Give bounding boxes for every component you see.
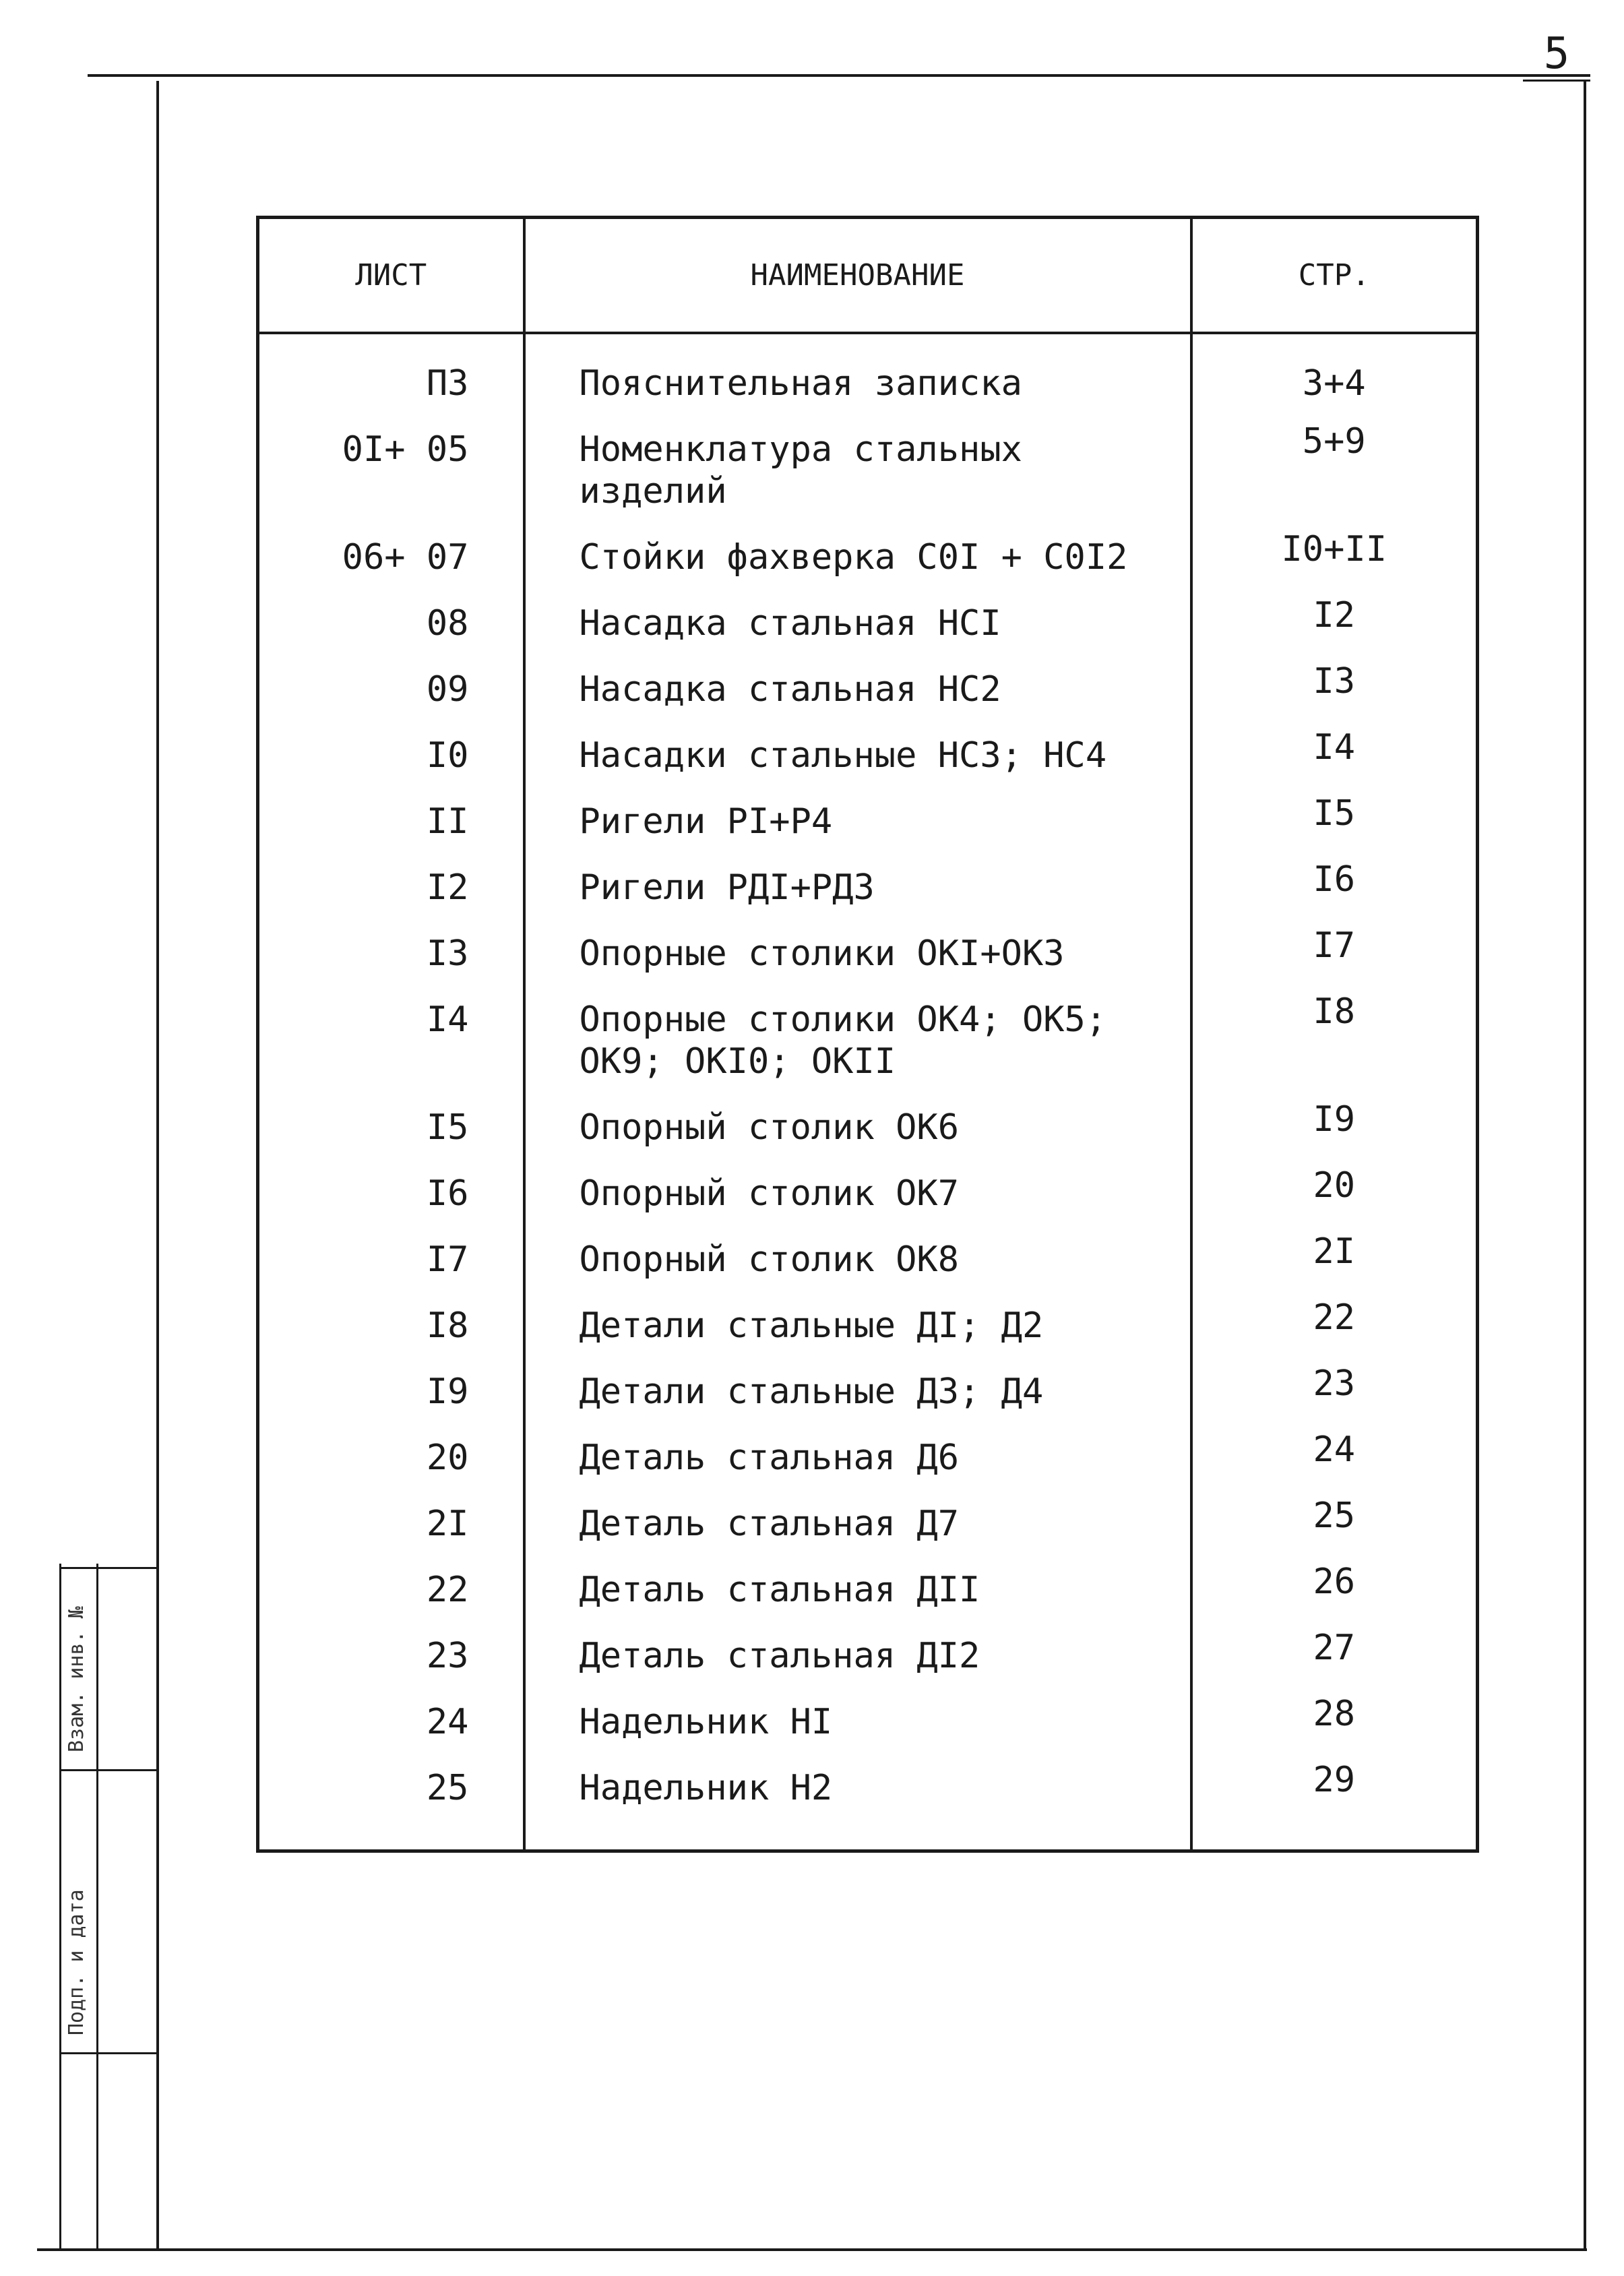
page-cell: I6 bbox=[1191, 855, 1478, 921]
table-row bbox=[258, 1425, 1478, 1491]
name-cell: Пояснительная записка bbox=[524, 333, 1191, 417]
stamp-outer-line bbox=[59, 1564, 61, 2251]
name-cell: Деталь стальная ДI2 bbox=[524, 1623, 1191, 1689]
page-cell: 23 bbox=[1191, 1359, 1478, 1425]
table-row bbox=[258, 1557, 1478, 1623]
sheet-cell: 25 bbox=[258, 1755, 524, 1851]
sheet-cell: 24 bbox=[258, 1689, 524, 1755]
page-cell: I4 bbox=[1191, 722, 1478, 789]
sheet-cell: I8 bbox=[258, 1293, 524, 1359]
top-border-line bbox=[88, 74, 1590, 77]
name-cell: Деталь стальная Д7 bbox=[524, 1491, 1191, 1557]
sheet-cell: I9 bbox=[258, 1359, 524, 1425]
name-cell: Стойки фахверка С0I + С0I2 bbox=[524, 524, 1191, 590]
page-cell: I2 bbox=[1191, 590, 1478, 656]
sheet-cell: I5 bbox=[258, 1095, 524, 1161]
table-row bbox=[258, 1359, 1478, 1425]
table-row bbox=[258, 1293, 1478, 1359]
sheet-cell: 2I bbox=[258, 1491, 524, 1557]
page-cell: 28 bbox=[1191, 1689, 1478, 1755]
table-row bbox=[258, 722, 1478, 789]
sheet-cell: 08 bbox=[258, 590, 524, 656]
sheet-cell: I6 bbox=[258, 1161, 524, 1227]
name-cell: Насадка стальная НС2 bbox=[524, 656, 1191, 722]
table-row bbox=[258, 524, 1478, 590]
sheet-cell: 06+ 07 bbox=[258, 524, 524, 590]
name-cell: Ригели РI+Р4 bbox=[524, 789, 1191, 855]
page-cell: 27 bbox=[1191, 1623, 1478, 1689]
table-row bbox=[258, 1491, 1478, 1557]
table-row bbox=[258, 1623, 1478, 1689]
sheet-cell: I2 bbox=[258, 855, 524, 921]
page-cell: I8 bbox=[1191, 987, 1478, 1095]
table-row bbox=[258, 1227, 1478, 1293]
page-cell: 3+4 bbox=[1191, 333, 1478, 417]
table-row bbox=[258, 921, 1478, 987]
header-name: НАИМЕНОВАНИЕ bbox=[524, 218, 1191, 334]
page-cell: 29 bbox=[1191, 1755, 1478, 1851]
sheet-cell: I7 bbox=[258, 1227, 524, 1293]
page-cell: I3 bbox=[1191, 656, 1478, 722]
name-cell: Опорный столик ОК7 bbox=[524, 1161, 1191, 1227]
sheet-cell: 23 bbox=[258, 1623, 524, 1689]
page-cell: 5+9 bbox=[1191, 417, 1478, 524]
name-cell: Детали стальные Д3; Д4 bbox=[524, 1359, 1191, 1425]
sheet-cell: I3 bbox=[258, 921, 524, 987]
stamp-divider-1 bbox=[59, 1769, 157, 1771]
table-row bbox=[258, 417, 1478, 524]
sheet-cell: 09 bbox=[258, 656, 524, 722]
page-cell: I7 bbox=[1191, 921, 1478, 987]
sheet-cell: I4 bbox=[258, 987, 524, 1095]
page-cell: 25 bbox=[1191, 1491, 1478, 1557]
table-row bbox=[258, 1161, 1478, 1227]
sheet-cell: II bbox=[258, 789, 524, 855]
sheet-cell: 0I+ 05 bbox=[258, 417, 524, 524]
page-cell: 2I bbox=[1191, 1227, 1478, 1293]
name-cell: Насадка стальная НСI bbox=[524, 590, 1191, 656]
table-header-row bbox=[258, 218, 1478, 334]
page-cell: I9 bbox=[1191, 1095, 1478, 1161]
sheet-cell: 20 bbox=[258, 1425, 524, 1491]
page-cell: 24 bbox=[1191, 1425, 1478, 1491]
name-cell: Надельник НI bbox=[524, 1689, 1191, 1755]
header-page: СТР. bbox=[1191, 218, 1478, 334]
name-cell: Насадки стальные НС3; НС4 bbox=[524, 722, 1191, 789]
right-frame-line bbox=[1584, 81, 1586, 2250]
stamp-inner-line bbox=[96, 1564, 98, 2251]
name-cell: Номенклатура стальных изделий bbox=[524, 417, 1191, 524]
name-cell: Деталь стальная Д6 bbox=[524, 1425, 1191, 1491]
stamp-divider-2 bbox=[59, 2052, 157, 2054]
page-cell: 22 bbox=[1191, 1293, 1478, 1359]
table-row bbox=[258, 1755, 1478, 1851]
stamp-label-inventory: Взам. инв. № bbox=[65, 1606, 88, 1752]
sheet-cell: I0 bbox=[258, 722, 524, 789]
sheet-cell: 22 bbox=[258, 1557, 524, 1623]
page-cell: 26 bbox=[1191, 1557, 1478, 1623]
sheet-cell: ПЗ bbox=[258, 333, 524, 417]
stamp-label-sign-date: Подп. и дата bbox=[65, 1889, 88, 2035]
stamp-top-line bbox=[59, 1567, 157, 1569]
table-row bbox=[258, 656, 1478, 722]
table-row bbox=[258, 590, 1478, 656]
page-cell: I0+II bbox=[1191, 524, 1478, 590]
name-cell: Опорные столики ОК4; ОК5; ОК9; ОКI0; ОКII bbox=[524, 987, 1191, 1095]
page-cell: 20 bbox=[1191, 1161, 1478, 1227]
table-row bbox=[258, 1095, 1478, 1161]
name-cell: Ригели РДI+РД3 bbox=[524, 855, 1191, 921]
bottom-frame-line bbox=[37, 2248, 1587, 2251]
header-sheet: ЛИСТ bbox=[258, 218, 524, 334]
table-row bbox=[258, 789, 1478, 855]
contents-table bbox=[256, 216, 1479, 1853]
table-row bbox=[258, 333, 1478, 417]
table-row bbox=[258, 987, 1478, 1095]
page-number: 5 bbox=[1543, 29, 1570, 79]
name-cell: Деталь стальная ДII bbox=[524, 1557, 1191, 1623]
name-cell: Опорные столики ОКI+ОК3 bbox=[524, 921, 1191, 987]
name-cell: Детали стальные ДI; Д2 bbox=[524, 1293, 1191, 1359]
name-cell: Опорный столик ОК6 bbox=[524, 1095, 1191, 1161]
table-row bbox=[258, 855, 1478, 921]
left-frame-line bbox=[156, 81, 159, 2251]
name-cell: Опорный столик ОК8 bbox=[524, 1227, 1191, 1293]
table-body bbox=[258, 333, 1478, 1851]
table-row bbox=[258, 1689, 1478, 1755]
name-cell: Надельник Н2 bbox=[524, 1755, 1191, 1851]
page-cell: I5 bbox=[1191, 789, 1478, 855]
